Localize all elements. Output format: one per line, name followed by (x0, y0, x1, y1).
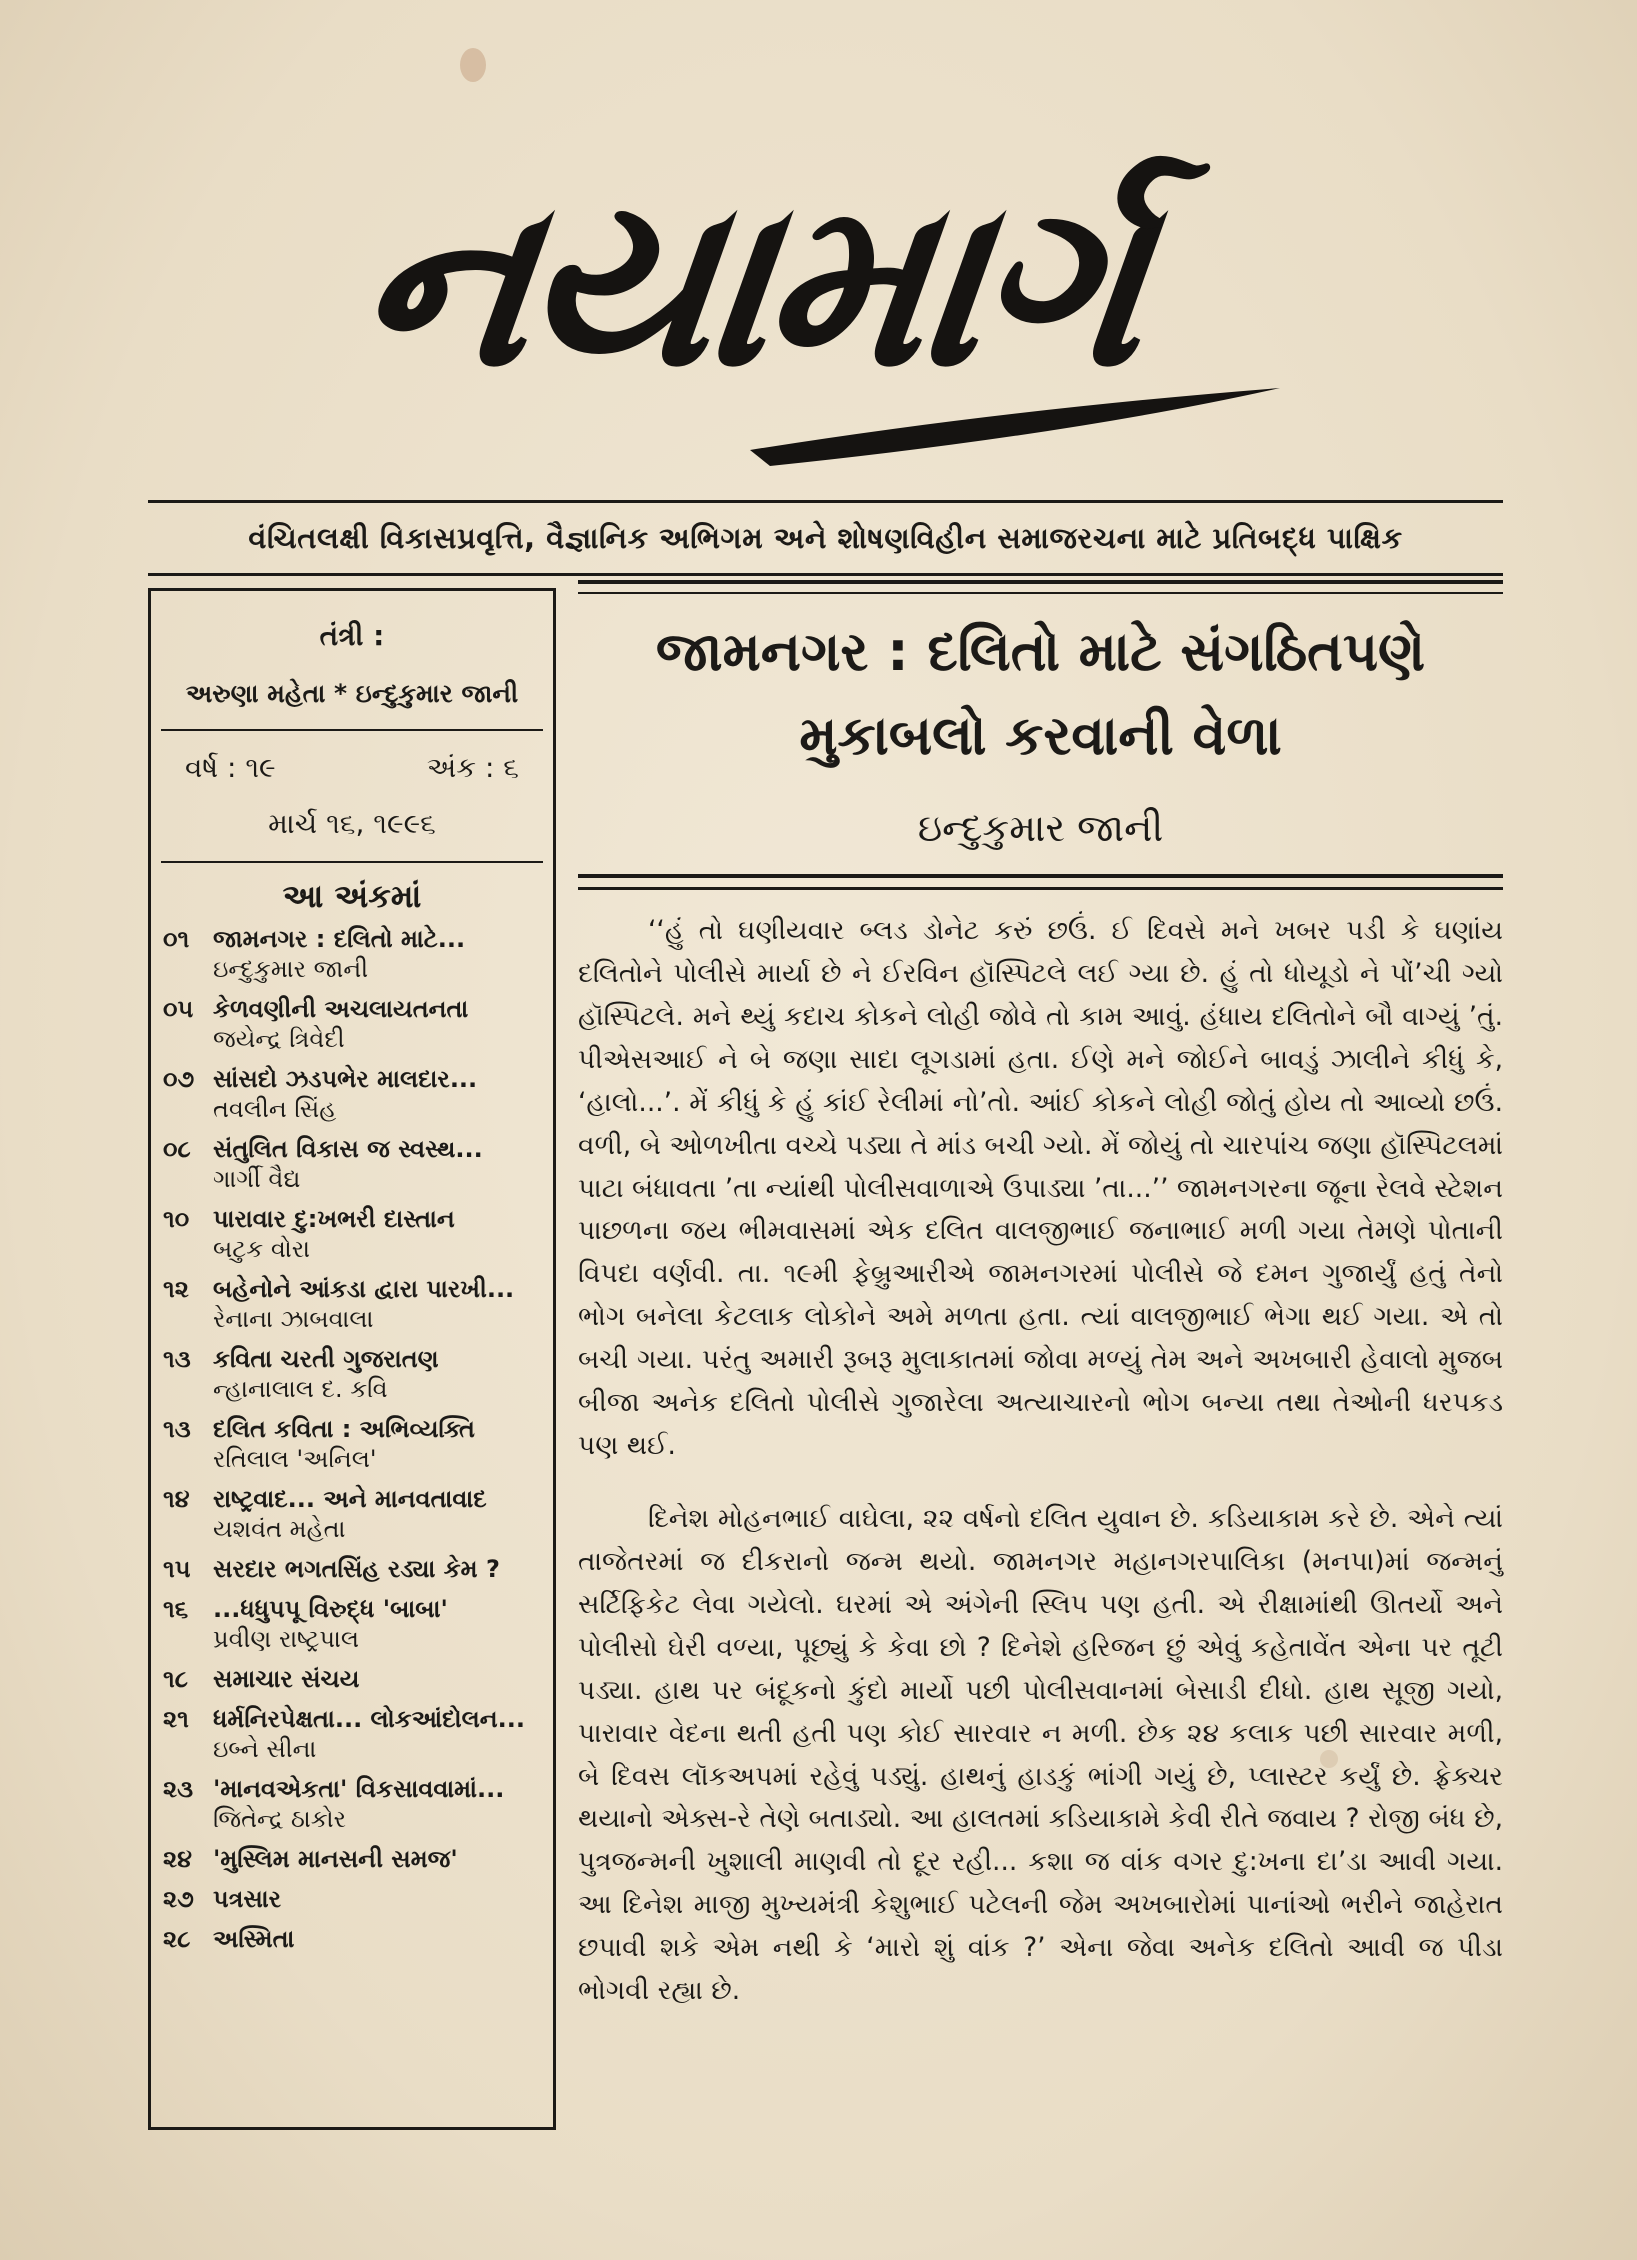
headline-line-2: મુકાબલો કરવાની વેળા (799, 703, 1282, 767)
contents-item (161, 1414, 543, 1474)
contents-entry (213, 924, 465, 984)
headline-line-1: જામનગર : દલિતો માટે સંગઠિતપણે (655, 620, 1426, 683)
contents-author: ઇબ્ને સીના (213, 1735, 317, 1763)
contents-title: સમાચાર સંચય (213, 1665, 360, 1693)
contents-page-number: ૦૧ (163, 925, 190, 953)
contents-page-number: ૧૪ (163, 1485, 190, 1513)
editor-names: અરુણા મહેતા * ઇન્દુકુમાર જાની (161, 679, 543, 731)
contents-item (161, 1554, 543, 1584)
contents-item (161, 1774, 543, 1834)
contents-page-number: ૧૬ (163, 1595, 189, 1623)
contents-author: રતિલાલ 'અનિલ' (213, 1445, 377, 1473)
contents-author: તવલીન સિંહ (213, 1095, 337, 1123)
contents-title: રાષ્ટ્રવાદ... અને માનવતાવાદ (213, 1485, 487, 1513)
contents-item (161, 1844, 543, 1874)
contents-entry (213, 1064, 477, 1124)
tagline-bar (148, 500, 1503, 576)
editor-label: તંત્રી : (319, 619, 385, 652)
contents-title: કવિતા ચરતી ગુજરાતણ (213, 1345, 439, 1373)
contents-author: યશવંત મહેતા (213, 1515, 346, 1543)
headline-rule-top (578, 580, 1503, 594)
contents-list (151, 924, 553, 1954)
contents-heading: આ અંકમાં (282, 877, 422, 915)
contents-entry (213, 1594, 448, 1654)
paper-stain (460, 48, 486, 82)
contents-item (161, 1344, 543, 1404)
contents-entry (213, 994, 468, 1054)
article-paragraph: દિનેશ મોહનભાઈ વાઘેલા, ૨૨ વર્ષનો દલિત યુવાન છે. કડિયાકામ કરે છે. એને ત્યાં તાજેતરમાં જ દીકરાનો જન્મ થયો. જામનગર મહાનગરપાલિકા (મનપા)માં જન્મનું સર્ટિફિકેટ લેવા ગયેલો. ઘરમાં એ અંગેની સ્લિપ પણ હતી. એ રીક્ષામાંથી ઊતર્યો અને પોલીસો ઘેરી વળ્યા, પૂછ્યું કે કેવા છો ? દિનેશે હરિજન છું એવું કહેતાવેંત એના પર તૂટી પડ્યા. હાથ પર બંદૂકનો કુંદો માર્યો પછી પોલીસવાનમાં બેસાડી દીધો. હાથ સૂજી ગયો, પારાવાર વેદના થતી હતી પણ કોઈ સારવાર ન મળી. છેક ૨૪ કલાક પછી સારવાર મળી, બે દિવસ લૉકઅપમાં રહેવું પડ્યું. હાથનું હાડકું ભાંગી ગયું છે, પ્લાસ્ટર કર્યું છે. ફ્રેક્ચર થયાનો એક્સ-રે તેણે બતાડ્યો. આ હાલતમાં કડિયાકામે કેવી રીતે જવાય ? રોજી બંધ છે, પુત્રજન્મની ખુશાલી માણવી તો દૂર રહી... કશા જ વાંક વગર દુ:ખના દા’ડા આવી ગયા. આ દિનેશ માજી મુખ્યમંત્રી કેશુભાઈ પટેલની જેમ અખબારોમાં પાનાંઓ ભરીને જાહેરાત છપાવી શકે એમ નથી કે ‘મારો શું વાંક ?’ એના જેવા અનેક દલિતો આવી જ પીડા ભોગવી રહ્યા છે. (578, 1502, 1503, 2007)
contents-page-number: ૦૭ (163, 1065, 195, 1093)
contents-item (161, 1594, 543, 1654)
contents-author: પ્રવીણ રાષ્ટ્રપાલ (213, 1625, 359, 1653)
contents-entry (213, 1414, 475, 1474)
contents-item (161, 1924, 543, 1954)
contents-title: 'મુસ્લિમ માનસની સમજ' (213, 1845, 458, 1873)
contents-page-number: ૧૮ (163, 1665, 188, 1693)
contents-entry (213, 1774, 504, 1834)
contents-page-number: ૨૩ (163, 1775, 194, 1803)
contents-title: ...ધધુપપૂ વિરુદ્ધ 'બાબા' (213, 1595, 448, 1623)
contents-title: જામનગર : દલિતો માટે... (213, 925, 466, 953)
article-paragraph: ‘‘હું તો ઘણીયવાર બ્લડ ડોનેટ કરું છઉં. ઈ દિવસે મને ખબર પડી કે ઘણાંય દલિતોને પોલીસે માર્યા છે ને ઈરવિન હૉસ્પિટલે લઈ ગ્યા છે. હું તો ધોયૂડો ને પોં’ચી ગ્યો હૉસ્પિટલે. મને થ્યું કદાચ કોકને લોહી જોવે તો કામ આવું. હંધાય દલિતોને બૌ વાગ્યું ’તું. પીએસઆઈ ને બે જણા સાદા લૂગડામાં હતા. ઈણે મને જોઈને બાવડું ઝાલીને કીધું કે, ‘હાલો...’. મેં કીધું કે હું કાંઈ રેલીમાં નો’તો. આંઈ કોકને લોહી જોતું હોય તો આવ્યો છઉં. વળી, બે ઓળખીતા વચ્ચે પડ્યા તે માંડ બચી ગ્યો. મેં જોયું તો ચારપાંચ જણા હૉસ્પિટલમાં પાટા બંધાવતા ’તા ન્યાંથી પોલીસવાળાએ ઉપાડ્યા ’તા...’’ જામનગરના જૂના રેલવે સ્ટેશન પાછળના જય ભીમવાસમાં એક દલિત વાલજીભાઈ જનાભાઈ મળી ગયા તેમણે પોતાની વિપદા વર્ણવી. તા. ૧૯મી ફેબ્રુઆરીએ જામનગરમાં પોલીસે જે દમન ગુજાર્યું હતું તેનો ભોગ બનેલા કેટલાક લોકોને અમે મળતા હતા. ત્યાં વાલજીભાઈ ભેગા થઈ ગયા. એ તો બચી ગયા. પરંતુ અમારી રૂબરૂ મુલાકાતમાં જોવા મળ્યું તેમ અને અખબારી હેવાલો મુજબ બીજા અનેક દલિતો પોલીસે ગુજારેલા અત્યાચારનો ભોગ બન્યા તથા તેઓની ધરપકડ પણ થઈ. (578, 915, 1503, 1462)
tagline: વંચિતલક્ષી વિકાસપ્રવૃત્તિ, વૈજ્ઞાનિક અભિગમ અને શોષણવિહીન સમાજરચના માટે પ્રતિબદ્ધ પાક્ષિક (248, 520, 1403, 555)
article-body (578, 910, 1503, 2043)
contents-entry (213, 1704, 525, 1764)
sidebar-panel (148, 588, 556, 2130)
contents-item (161, 994, 543, 1054)
contents-page-number: ૨૪ (163, 1845, 192, 1873)
contents-title: સંતુલિત વિકાસ જ સ્વસ્થ... (213, 1135, 483, 1163)
contents-title: સરદાર ભગતસિંહ રડ્યા કેમ ? (213, 1555, 500, 1583)
contents-page-number: ૦૮ (163, 1135, 191, 1163)
article-headline (578, 610, 1503, 777)
volume-number: વર્ષ : ૧૯ (185, 751, 276, 784)
contents-item (161, 924, 543, 984)
contents-page-number: ૨૮ (163, 1925, 191, 1953)
contents-entry (213, 1554, 500, 1584)
contents-page-number: ૧૩ (163, 1345, 191, 1373)
contents-item (161, 1484, 543, 1544)
contents-title: 'માનવએકતા' વિકસાવવામાં... (213, 1775, 505, 1803)
contents-entry (213, 1274, 514, 1334)
contents-title: અસ્મિતા (213, 1925, 295, 1953)
issue-info (151, 731, 553, 785)
contents-page-number: ૧૨ (163, 1275, 189, 1303)
issue-number: અંક : ૬ (426, 751, 519, 784)
article-byline: ઇન્દુકુમાર જાની (917, 806, 1164, 850)
contents-entry (213, 1134, 483, 1194)
contents-entry (213, 1204, 455, 1264)
contents-item (161, 1064, 543, 1124)
contents-item (161, 1884, 543, 1914)
contents-entry (213, 1844, 458, 1874)
contents-title: પત્રસાર (213, 1885, 282, 1913)
contents-title: દલિત કવિતા : અભિવ્યક્તિ (213, 1415, 475, 1443)
contents-title: બહેનોને આંકડા દ્વારા પારખી... (213, 1275, 515, 1303)
contents-author: ન્હાનાલાલ દ. કવિ (213, 1375, 388, 1403)
contents-entry (213, 1924, 294, 1954)
contents-page-number: ૨૧ (163, 1705, 189, 1733)
headline-rule-bottom (578, 874, 1503, 890)
contents-page-number: ૦૫ (163, 995, 194, 1023)
contents-author: ગાર્ગી વૈદ્ય (213, 1165, 301, 1193)
contents-title: કેળવણીની અચલાયતનતા (213, 995, 469, 1023)
contents-author: બટુક વોરા (213, 1235, 311, 1263)
contents-page-number: ૧૫ (163, 1555, 191, 1583)
masthead-swoosh (740, 380, 1300, 470)
contents-item (161, 1664, 543, 1694)
contents-author: જિતેન્દ્ર ઠાકોર (213, 1805, 347, 1833)
contents-item (161, 1274, 543, 1334)
contents-entry (213, 1344, 439, 1404)
contents-page-number: ૧૦ (163, 1205, 190, 1233)
contents-author: રેનાના ઝાબવાલા (213, 1305, 374, 1333)
contents-item (161, 1204, 543, 1264)
contents-page-number: ૧૩ (163, 1415, 191, 1443)
contents-author: જયેન્દ્ર ત્રિવેદી (213, 1025, 345, 1053)
contents-entry (213, 1664, 359, 1694)
contents-entry (213, 1884, 281, 1914)
contents-item (161, 1134, 543, 1194)
contents-title: ધર્મનિરપેક્ષતા... લોકઆંદોલન... (213, 1705, 525, 1733)
contents-item (161, 1704, 543, 1764)
issue-date: માર્ચ ૧૬, ૧૯૯૬ (161, 807, 543, 863)
magazine-title: નયામાર્ગ (346, 151, 1154, 418)
contents-entry (213, 1484, 487, 1544)
contents-page-number: ૨૭ (163, 1885, 194, 1913)
contents-title: સાંસદો ઝડપભેર માલદાર... (213, 1065, 478, 1093)
contents-author: ઇન્દુકુમાર જાની (213, 955, 369, 983)
contents-title: પારાવાર દુ:ખભરી દાસ્તાન (213, 1205, 455, 1233)
